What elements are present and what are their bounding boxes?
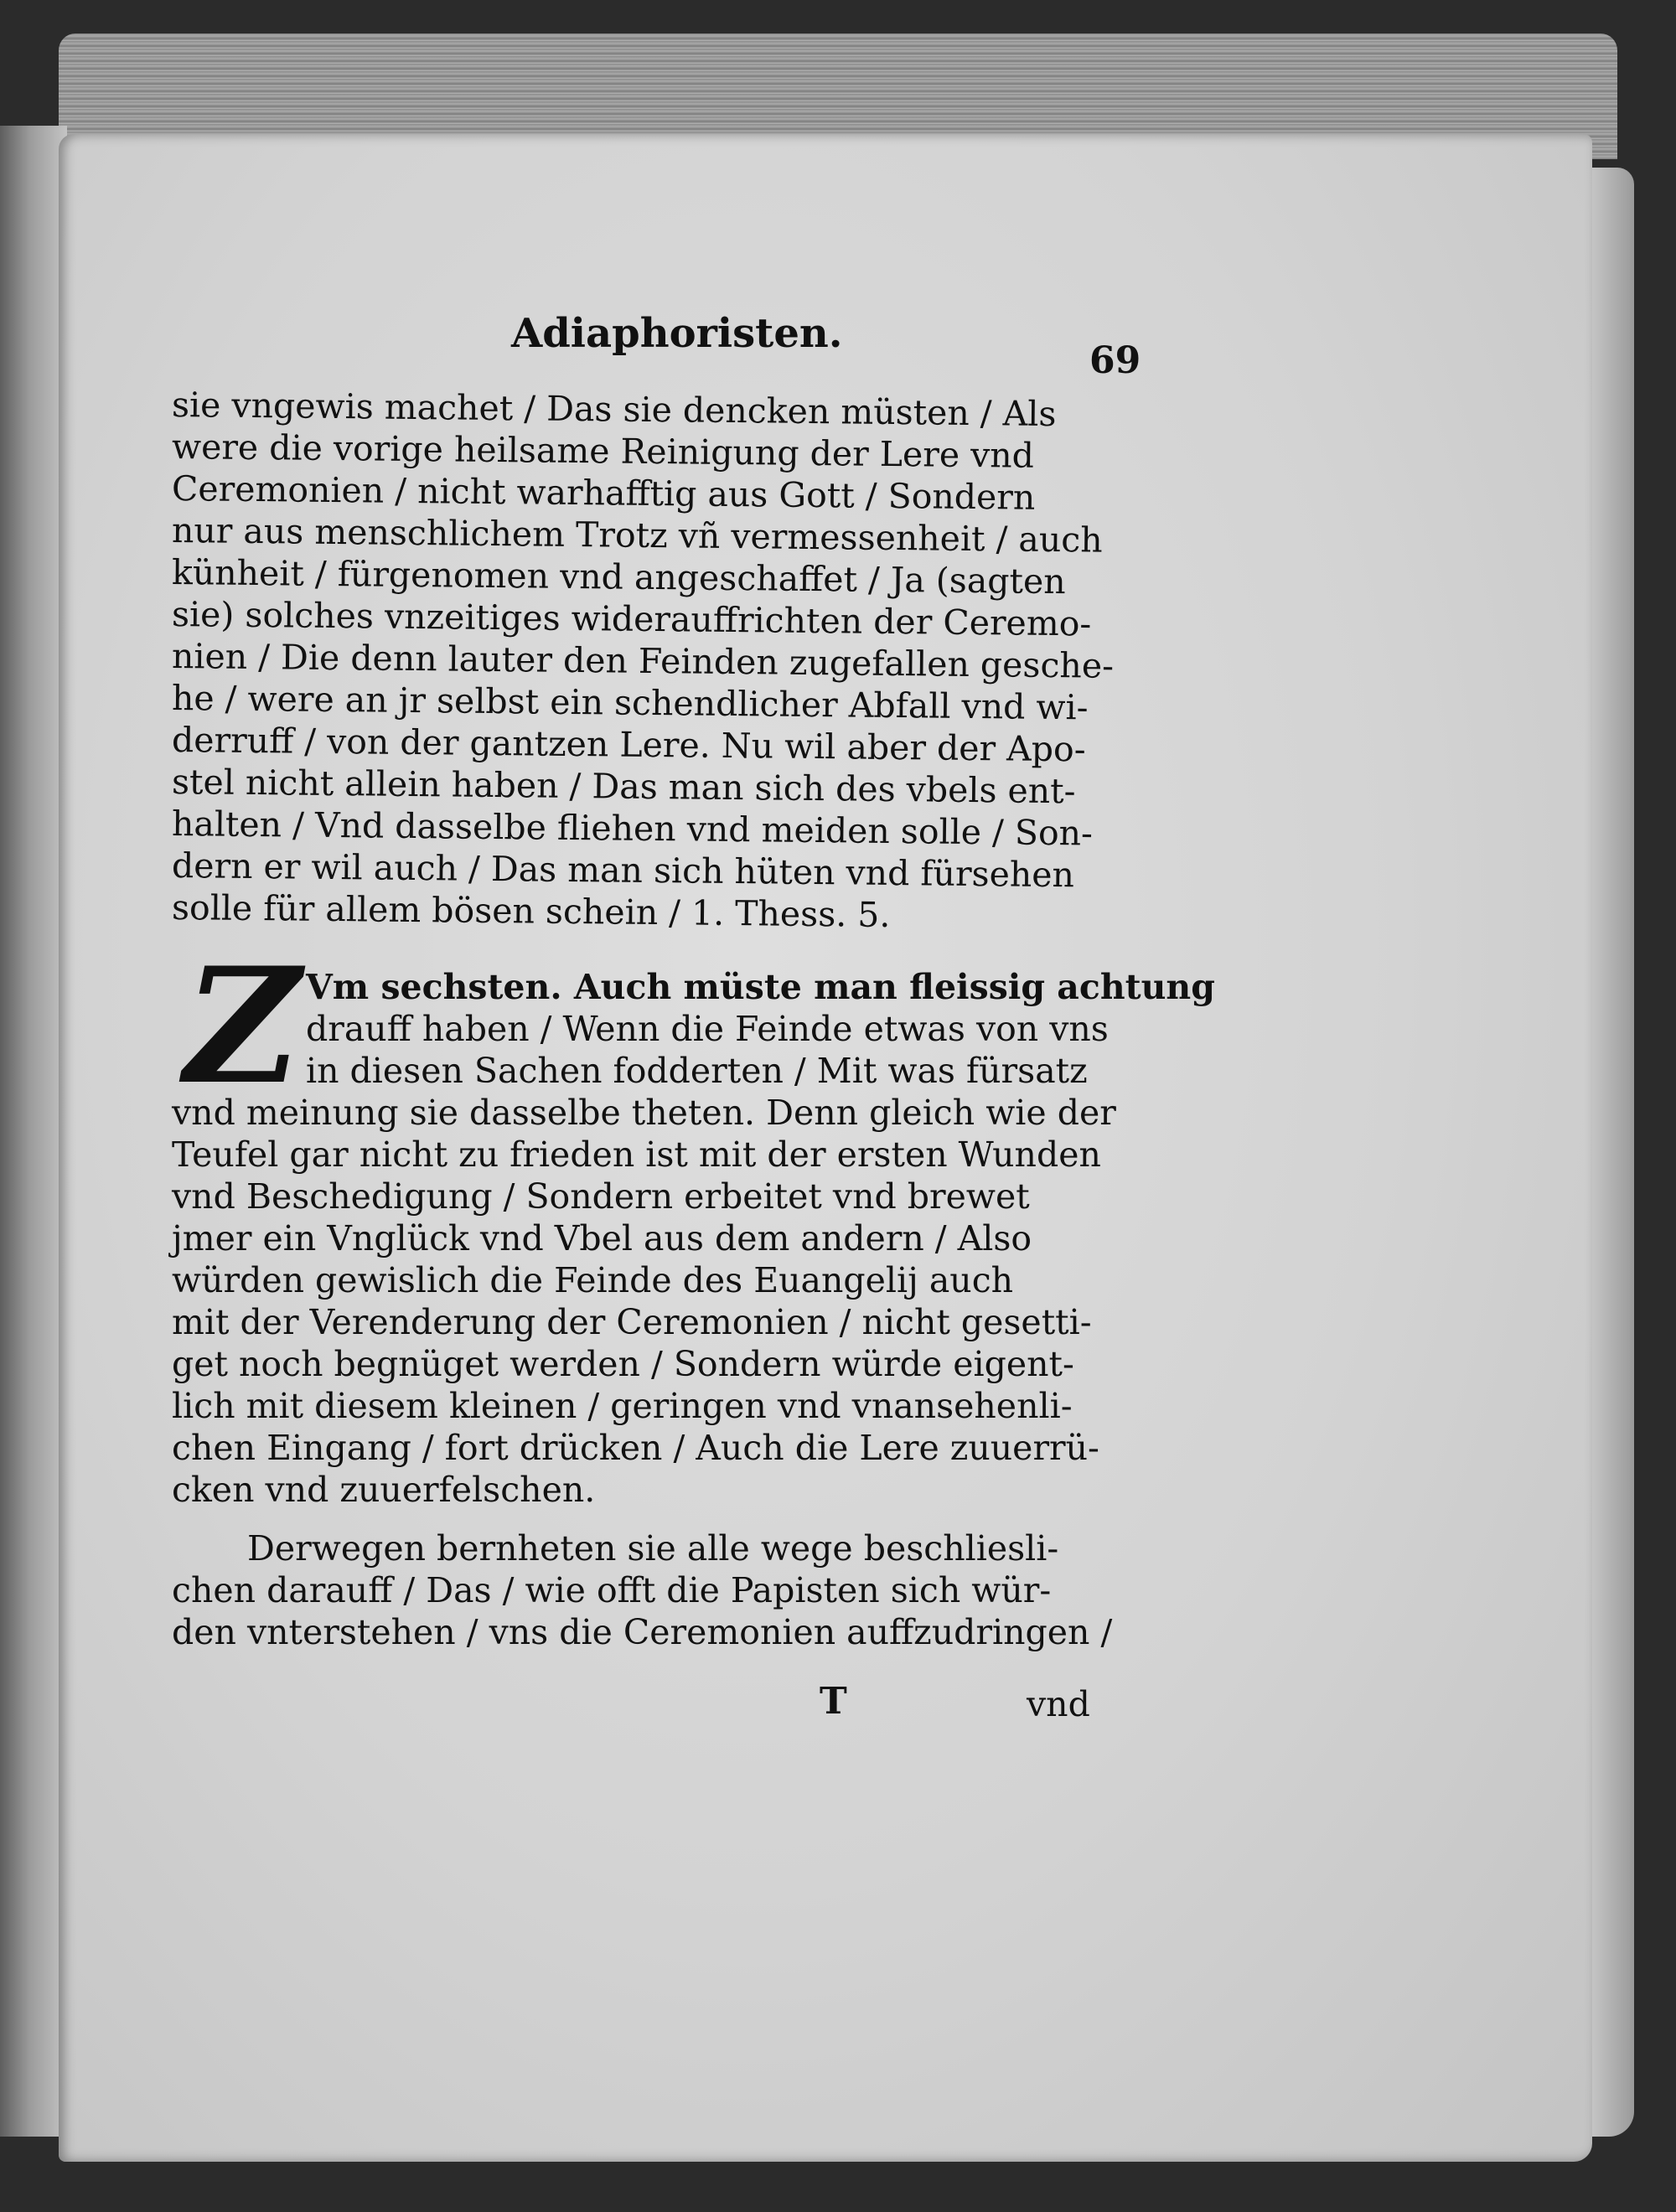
catchword: vnd — [1027, 1684, 1090, 1724]
running-head: Adiaphoristen. — [511, 310, 843, 357]
text-line: lich mit diesem kleinen / geringen vnd vnansehenli- — [172, 1386, 1073, 1426]
text-line: in diesen Sachen fodderten / Mit was fürsatz — [306, 1051, 1088, 1091]
facing-page-edge — [0, 126, 67, 2137]
text-line: Teufel gar nicht zu frieden ist mit der ersten Wunden — [172, 1134, 1101, 1175]
page-number: 69 — [1089, 339, 1141, 382]
signature-mark: T — [820, 1680, 847, 1723]
text-line: Ceremonien / nicht warhafftig aus Gott / Sondern — [171, 468, 1036, 518]
text-line: drauff haben / Wenn die Feinde etwas von vns — [306, 1009, 1109, 1049]
text-line: halten / Vnd dasselbe fliehen vnd meiden solle / Son- — [171, 804, 1094, 854]
text-line: würden gewislich die Feinde des Euangelij auch — [172, 1260, 1014, 1300]
text-line: vnd Beschedigung / Sondern erbeitet vnd brewet — [172, 1176, 1030, 1217]
text-line: Derwegen bernheten sie alle wege beschliesli- — [247, 1528, 1059, 1569]
text-line: he / were an jr selbst ein schendlicher Abfall vnd wi- — [171, 678, 1089, 728]
text-line: nur aus menschlichem Trotz vñ vermessenheit / auch — [171, 510, 1103, 561]
text-line: stel nicht allein haben / Das man sich des vbels ent- — [171, 762, 1076, 812]
text-line: sie) solches vnzeitiges widerauffrichten der Ceremo- — [171, 594, 1092, 644]
text-line: get noch begnüget werden / Sondern würde eigent- — [172, 1344, 1074, 1384]
text-line: den vnterstehen / vns die Ceremonien auffzudringen / — [172, 1612, 1113, 1652]
text-line: cken vnd zuuerfelschen. — [172, 1470, 596, 1510]
text-line: dern er wil auch / Das man sich hüten vnd fürsehen — [171, 845, 1075, 896]
text-line: chen darauff / Das / wie offt die Papisten sich wür- — [172, 1570, 1052, 1610]
text-line: solle für allem bösen schein / 1. Thess. 5. — [171, 887, 891, 935]
text-line: nien / Die denn lauter den Feinden zugefallen gesche- — [171, 636, 1115, 686]
decorated-initial-letter: Z — [184, 933, 301, 1119]
text-line: künheit / fürgenomen vnd angeschaffet / Ja (sagten — [171, 552, 1066, 602]
text-line: vnd meinung sie dasselbe theten. Denn gleich wie der — [172, 1093, 1116, 1133]
text-line: Vm sechsten. Auch müste man fleissig achtung — [306, 967, 1215, 1007]
text-line: sie vngewis machet / Das sie dencken müsten / Als — [171, 385, 1057, 435]
text-line: mit der Verenderung der Ceremonien / nicht gesetti- — [172, 1302, 1092, 1342]
text-line: chen Eingang / fort drücken / Auch die Lere zuuerrü- — [172, 1428, 1099, 1468]
text-line: derruff / von der gantzen Lere. Nu wil aber der Apo- — [171, 720, 1086, 770]
text-line: were die vorige heilsame Reinigung der Lere vnd — [171, 426, 1035, 476]
text-line: jmer ein Vnglück vnd Vbel aus dem andern / Also — [172, 1218, 1032, 1258]
